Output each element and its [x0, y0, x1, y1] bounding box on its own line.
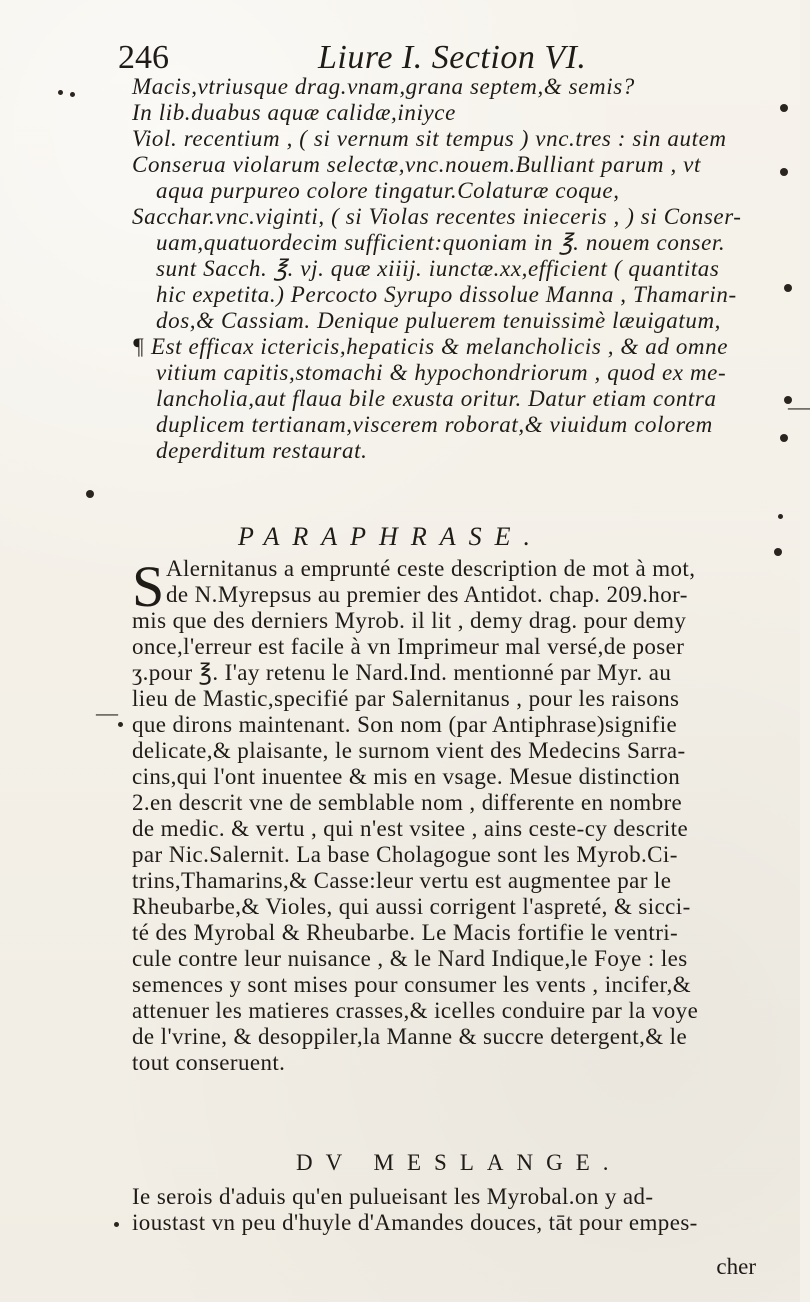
body-line: de N.Myrepsus au premier des Antidot. chap. 209.hor-: [166, 582, 688, 607]
section-heading: DV MESLANGE.: [296, 1150, 622, 1175]
page-number: 246: [118, 39, 169, 76]
body-line: par Nic.Salernit. La base Cholagogue sont les Myrob.Ci-: [132, 842, 678, 867]
body-line: semences y sont mises pour consumer les vents , incifer,&: [132, 972, 692, 997]
page-header: [118, 38, 738, 78]
body-line: de l'vrine, & desoppiler,la Manne & succre detergent,& le: [132, 1024, 688, 1049]
ink-speck: [58, 90, 63, 95]
recipe-line: ¶ Est efficax ictericis,hepaticis & melancholicis , & ad omne: [132, 334, 729, 359]
body-line: 2.en descrit vne de semblable nom , differente en nombre: [132, 790, 683, 815]
recipe-line: dos,& Cassiam. Denique puluerem tenuissimè læuigatum,: [156, 308, 722, 333]
recipe-line: In lib.duabus aquæ calidæ,iniyce: [132, 100, 456, 125]
recipe-line: duplicem tertianam,viscerem roborat,& viuidum colorem: [156, 412, 713, 437]
body-line: tout conseruent.: [132, 1050, 286, 1075]
recipe-line: deperditum restaurat.: [156, 438, 368, 463]
recipe-line: aqua purpureo colore tingatur.Colaturæ coque,: [156, 178, 620, 203]
body-line: lieu de Mastic,specifié par Salernitanus , pour les raisons: [132, 686, 680, 711]
ink-speck: [118, 722, 123, 727]
body-line: trins,Thamarins,& Casse:leur vertu est augmentee par le: [132, 868, 672, 893]
recipe-line: vitium capitis,stomachi & hypochondriorum , quod ex me-: [156, 360, 727, 385]
body-line: delicate,& plaisante, le surnom vient des Medecins Sarra-: [132, 738, 686, 763]
margin-dash: —: [788, 394, 810, 419]
paraphrase-body: [132, 556, 772, 1076]
recipe-line: lancholia,aut flaua bile exusta oritur. Datur etiam contra: [156, 386, 717, 411]
body-line: que dirons maintenant. Son nom (par Antiphrase)signifie: [132, 712, 678, 737]
recipe-line: Macis,vtriusque drag.vnam,grana septem,& semis?: [132, 74, 635, 99]
ink-speck: [780, 168, 788, 176]
margin-dash: —: [96, 700, 118, 725]
ink-speck: [780, 434, 788, 442]
ink-speck: [114, 1222, 119, 1227]
body-line: cins,qui l'ont inuentee & mis en vsage. Mesue distinction: [132, 764, 681, 789]
body-line: ioustast vn peu d'huyle d'Amandes douces, tāt pour empes-: [132, 1210, 698, 1235]
body-line: cule contre leur nuisance , & le Nard Indique,le Foye : les: [132, 946, 688, 971]
recipe-line: Conserua violarum selectæ,vnc.nouem.Bulliant parum , vt: [132, 152, 701, 177]
body-line: de medic. & vertu , qui n'est vsitee , ains ceste-cy descrite: [132, 816, 689, 841]
body-line: Rheubarbe,& Violes, qui aussi corrigent l'aspreté, & sicci-: [132, 894, 691, 919]
recipe-line: uam,quatuordecim sufficient:quoniam in ℥. nouem conser.: [156, 230, 726, 255]
body-line: Alernitanus a emprunté ceste description de mot à mot,: [166, 556, 696, 581]
body-line: mis que des derniers Myrob. il lit , demy drag. pour demy: [132, 608, 687, 633]
recipe-line: Sacchar.vnc.viginti, ( si Violas recentes inieceris , ) si Conser-: [132, 204, 742, 229]
catchword: cher: [716, 1254, 756, 1279]
recipe-line: hic expetita.) Percocto Syrupo dissolue Manna , Thamarin-: [156, 282, 737, 307]
body-line: té des Myrobal & Rheubarbe. Le Macis fortifie le ventri-: [132, 920, 679, 945]
recipe-text: [132, 74, 772, 464]
body-line: attenuer les matieres crasses,& icelles conduire par la voye: [132, 998, 699, 1023]
ink-speck: [774, 548, 782, 556]
ink-speck: [778, 514, 783, 519]
body-line: Ie serois d'aduis qu'en pulueisant les Myrobal.on y ad-: [132, 1184, 654, 1209]
meslange-body: [132, 1184, 772, 1236]
ink-speck: [780, 104, 788, 112]
ink-speck: [70, 92, 75, 97]
body-line: ʒ.pour ℥. I'ay retenu le Nard.Ind. mentionné par Myr. au: [132, 660, 672, 685]
recipe-line: Viol. recentium , ( si vernum sit tempus ) vnc.tres : sin autem: [132, 126, 727, 151]
ink-speck: [86, 490, 94, 498]
ink-speck: [784, 284, 792, 292]
body-line: once,l'erreur est facile à vn Imprimeur mal versé,de poser: [132, 634, 685, 659]
paraphrase-heading: PARAPHRASE.: [238, 522, 543, 551]
running-head: Liure I. Section VI.: [318, 39, 587, 76]
recipe-line: sunt Sacch. ℥. vj. quæ xiiij. iunctæ.xx,efficient ( quantitas: [156, 256, 720, 281]
drop-cap: S: [132, 554, 165, 619]
